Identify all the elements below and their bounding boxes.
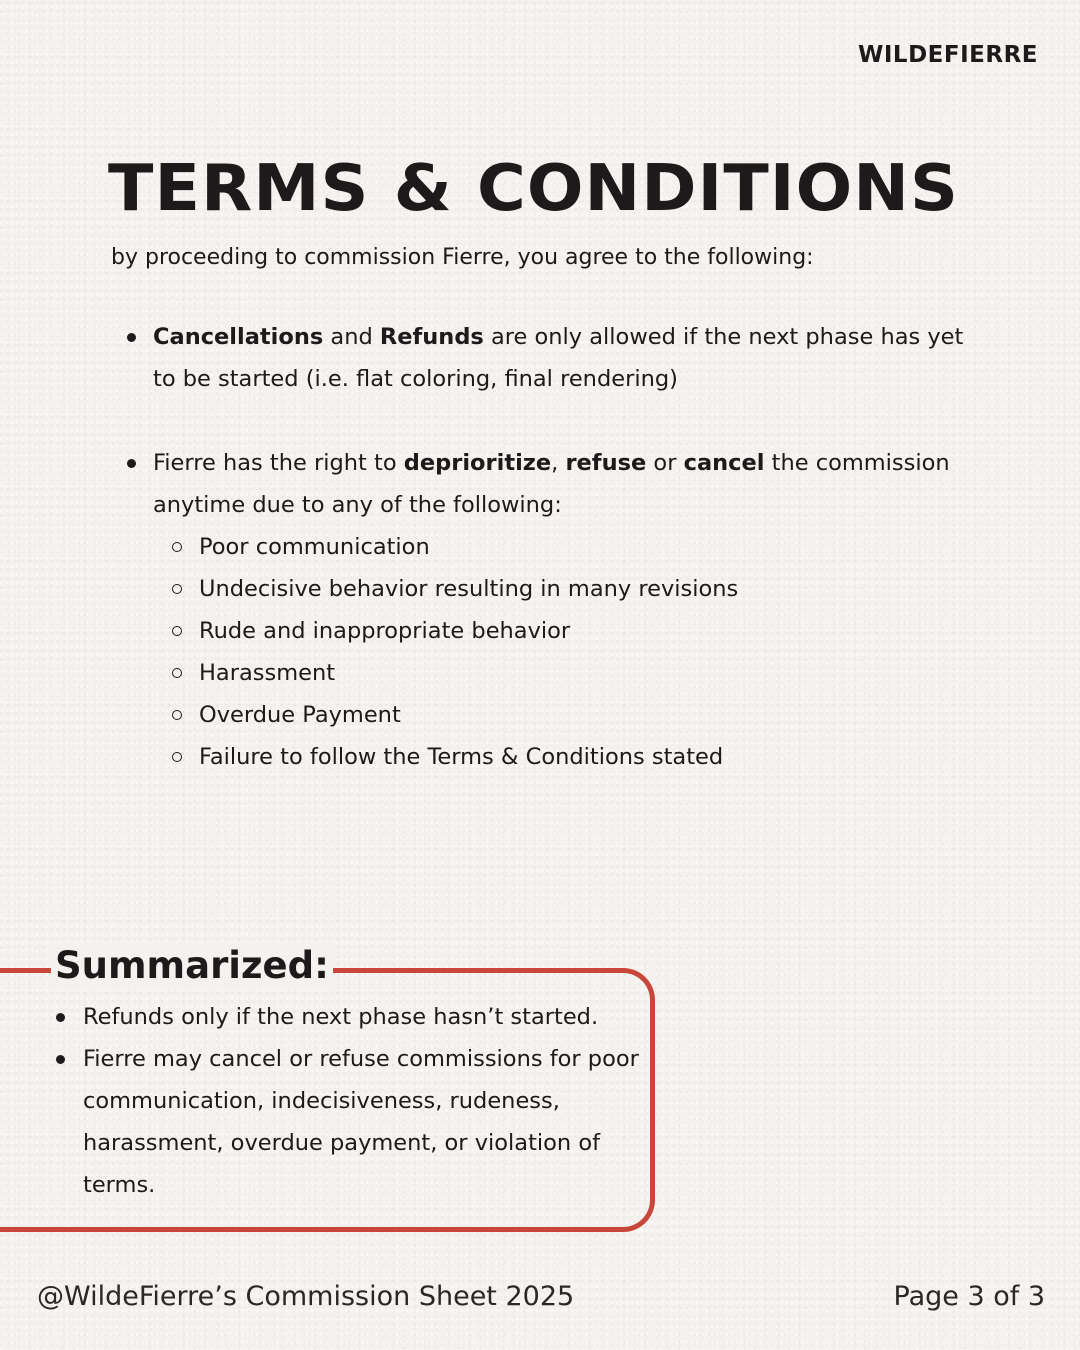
reason-item: Poor communication — [153, 526, 984, 568]
term-text: or — [646, 450, 684, 476]
term-cancellations-refunds — [124, 316, 984, 400]
term-text: are only allowed if the next phase has yet to be started (i.e. flat coloring, final rendering) — [153, 324, 964, 392]
terms-list — [124, 316, 984, 778]
term-text: the commission anytime due to any of the following: — [153, 450, 950, 518]
reason-item: Harassment — [153, 652, 984, 694]
summary-item: Refunds only if the next phase hasn’t started. — [54, 996, 644, 1038]
brand-name: WILDEFIERRE — [858, 42, 1038, 68]
page-subtitle: by proceeding to commission Fierre, you agree to the following: — [111, 245, 814, 270]
reason-item: Rude and inappropriate behavior — [153, 610, 984, 652]
reason-item: Undecisive behavior resulting in many revisions — [153, 568, 984, 610]
reason-item: Overdue Payment — [153, 694, 984, 736]
summary-list — [54, 996, 644, 1206]
footer-credit: @WildeFierre’s Commission Sheet 2025 — [37, 1281, 575, 1312]
summary-title: Summarized: — [51, 942, 333, 990]
page-number: Page 3 of 3 — [893, 1281, 1045, 1312]
term-bold-refunds: Refunds — [379, 324, 484, 350]
reasons-list — [153, 526, 984, 778]
term-text: and — [323, 324, 380, 350]
reason-item: Failure to follow the Terms & Conditions stated — [153, 736, 984, 778]
term-rights — [124, 442, 984, 778]
term-bold-refuse: refuse — [565, 450, 647, 476]
term-text: , — [551, 450, 566, 476]
summary-item: Fierre may cancel or refuse commissions for poor communication, indecisiveness, rudeness, harassment, overdue payment, or violation of terms. — [54, 1038, 644, 1206]
term-text: Fierre has the right to — [153, 450, 404, 476]
term-bold-cancel: cancel — [683, 450, 765, 476]
page-title: TERMS & CONDITIONS — [108, 152, 959, 226]
term-bold-deprioritize: deprioritize — [403, 450, 552, 476]
term-bold-cancellations: Cancellations — [153, 324, 324, 350]
